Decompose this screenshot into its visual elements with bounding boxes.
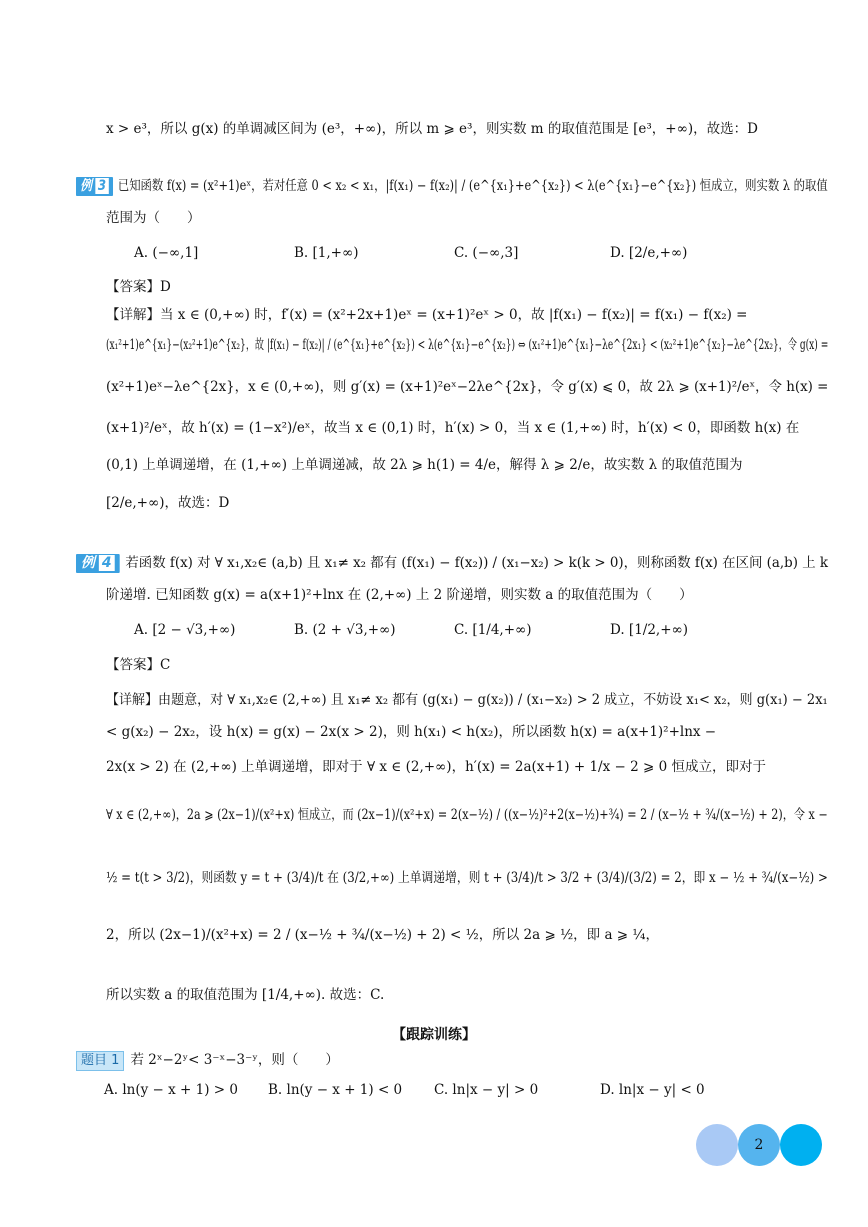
example-3-question-line1: 例 3 已知函数 f(x) = (x²+1)eˣ，若对任意 0 < x₂ < x₁，|f(x₁) − f(x₂)| / (e^{x₁}+e^{x₂}) < λ(e^{x₁}−e^{x₂}) 恒成立，则实数 λ 的取值: [76, 176, 828, 196]
example-4-answer: 【答案】C: [106, 657, 171, 673]
example-4-detail-5: ½ = t(t > 3/2)，则函数 y = t + (3/4)/t 在 (3/2,+∞) 上单调递增，则 t + (3/4)/t > 3/2 + (3/4)/(3/2) = 2，即 x − ½ + ¾/(x−½) >: [106, 870, 828, 886]
question-1-line: 题目 1 若 2ˣ−2ʸ< 3⁻ˣ−3⁻ʸ，则（ ）: [76, 1050, 339, 1071]
example-3-detail-6: [2/e,+∞)，故选：D: [106, 495, 230, 511]
section-heading: 【跟踪训练】: [392, 1027, 476, 1043]
example-3-option-a: A. (−∞,1]: [134, 245, 199, 261]
example-4-detail-3: 2x(x > 2) 在 (2,+∞) 上单调递增，即对于 ∀ x ∈ (2,+∞)，h′(x) = 2a(x+1) + 1/x − 2 ⩾ 0 恒成立，即对于: [106, 759, 766, 775]
question-1-option-c: C. ln|x − y| > 0: [434, 1082, 539, 1098]
example-4-detail-1: 【详解】由题意，对 ∀ x₁,x₂∈ (2,+∞) 且 x₁≠ x₂ 都有 (g(x₁) − g(x₂)) / (x₁−x₂) > 2 成立，不妨设 x₁< x₂，则 g(x₁) − 2x₁: [106, 692, 828, 708]
question-1-option-a: A. ln(y − x + 1) > 0: [104, 1082, 238, 1098]
page-number: 2: [754, 1137, 764, 1153]
example-3-detail-3: (x²+1)eˣ−λe^{2x}，x ∈ (0,+∞)，则 g′(x) = (x+1)²eˣ−2λe^{2x}，令 g′(x) ⩽ 0，故 2λ ⩾ (x+1)²/eˣ，令 h(x) =: [106, 379, 829, 395]
example-4-option-d: D. [1/2,+∞): [610, 622, 689, 638]
example-3-detail-1: 【详解】当 x ∈ (0,+∞) 时，f′(x) = (x²+2x+1)eˣ = (x+1)²eˣ > 0，故 |f(x₁) − f(x₂)| = f(x₁) − f(x₂) =: [106, 307, 748, 323]
question-1-option-d: D. ln|x − y| < 0: [600, 1082, 705, 1098]
example-4-detail-4: ∀ x ∈ (2,+∞)，2a ⩾ (2x−1)/(x²+x) 恒成立，而 (2x−1)/(x²+x) = 2(x−½) / ((x−½)²+2(x−½)+¾) = 2 / (x−½ + ¾/(x−½) + 2)，令 x −: [106, 807, 828, 823]
decor-circle-3: [780, 1124, 822, 1166]
line-0: x > e³，所以 g(x) 的单调减区间为 (e³，+∞)，所以 m ⩾ e³，则实数 m 的取值范围是 [e³，+∞)，故选：D: [106, 121, 758, 137]
example-4-option-b: B. (2 + √3,+∞): [294, 622, 396, 638]
example-3-tag: 例 3: [76, 177, 113, 196]
example-3-detail-2: (x₁²+1)e^{x₁}−(x₂²+1)e^{x₂}，故 |f(x₁) − f(x₂)| / (e^{x₁}+e^{x₂}) < λ(e^{x₁}−e^{x₂}) ⇔ (x₁²+1)e^{x₁}−λe^{2x₁} < (x₂²+1)e^{x₂}−λe^{2x₂}，令 g(x) =: [106, 337, 829, 353]
example-4-option-c: C. [1/4,+∞): [454, 622, 532, 638]
example-4-tag: 例 4: [76, 554, 119, 573]
page-number-circle: [738, 1124, 780, 1166]
example-4-detail-2: < g(x₂) − 2x₂，设 h(x) = g(x) − 2x(x > 2)，则 h(x₁) < h(x₂)，所以函数 h(x) = a(x+1)²+lnx −: [106, 724, 717, 740]
example-3-option-b: B. [1,+∞): [294, 245, 359, 261]
decor-circle-1: [696, 1124, 738, 1166]
example-4-question-line1: 例 4 若函数 f(x) 对 ∀ x₁,x₂∈ (a,b) 且 x₁≠ x₂ 都有 (f(x₁) − f(x₂)) / (x₁−x₂) > k(k > 0)，则称函数 f(x) 在区间 (a,b) 上 k: [76, 553, 828, 573]
example-3-option-d: D. [2/e,+∞): [610, 245, 688, 261]
example-4-question-line2: 阶递增. 已知函数 g(x) = a(x+1)²+lnx 在 (2,+∞) 上 2 阶递增，则实数 a 的取值范围为（ ）: [106, 587, 693, 603]
question-1-tag: 题目 1: [76, 1051, 124, 1071]
example-3-option-c: C. (−∞,3]: [454, 245, 519, 261]
example-3-detail-4: (x+1)²/eˣ，故 h′(x) = (1−x²)/eˣ，故当 x ∈ (0,1) 时，h′(x) > 0，当 x ∈ (1,+∞) 时，h′(x) < 0，即函数 h(x) 在: [106, 420, 800, 436]
example-4-option-a: A. [2 − √3,+∞): [134, 622, 236, 638]
example-3-answer: 【答案】D: [106, 279, 171, 295]
example-4-detail-6: 2，所以 (2x−1)/(x²+x) = 2 / (x−½ + ¾/(x−½) + 2) < ½，所以 2a ⩾ ½，即 a ⩾ ¼，: [106, 927, 659, 943]
example-4-detail-7: 所以实数 a 的取值范围为 [1/4,+∞). 故选：C.: [106, 987, 385, 1003]
example-3-question-line2: 范围为（ ）: [106, 210, 201, 226]
question-1-option-b: B. ln(y − x + 1) < 0: [268, 1082, 403, 1098]
example-3-detail-5: (0,1) 上单调递增，在 (1,+∞) 上单调递减，故 2λ ⩾ h(1) = 4/e，解得 λ ⩾ 2/e，故实数 λ 的取值范围为: [106, 457, 743, 473]
